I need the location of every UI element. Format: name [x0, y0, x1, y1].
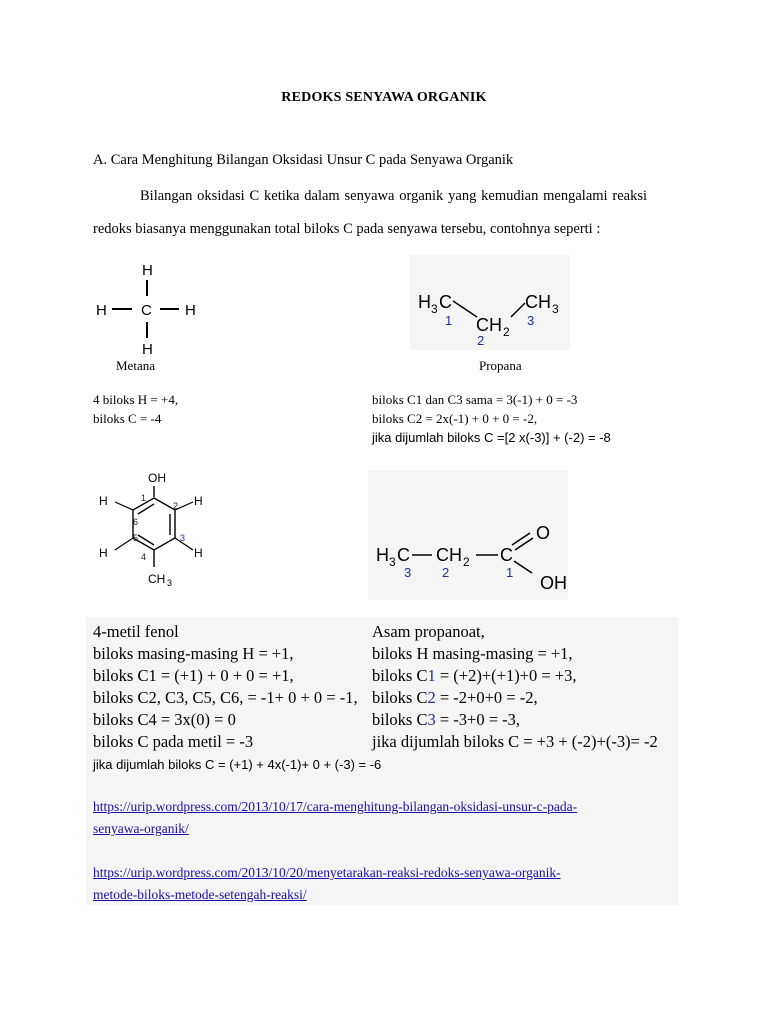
- asam-total: jika dijumlah biloks C = +3 + (-2)+(-3)= -2: [372, 732, 658, 751]
- svg-text:H: H: [194, 546, 203, 560]
- metana-h-bottom: H: [142, 341, 153, 358]
- asam-name: Asam propanoat,: [372, 622, 485, 641]
- asam-biloks-c2: biloks C2 = -2+0+0 = -2,: [372, 688, 538, 707]
- svg-text:5: 5: [133, 533, 139, 543]
- metana-h-top: H: [142, 262, 153, 279]
- svg-text:H: H: [418, 292, 431, 312]
- metana-caption: Metana: [116, 358, 155, 373]
- reference-link-2[interactable]: https://urip.wordpress.com/2013/10/20/menyetarakan-reaksi-redoks-senyawa-organik- metode-biloks-metode-setengah-reaksi/: [93, 865, 561, 902]
- svg-text:1: 1: [506, 565, 514, 580]
- svg-text:1: 1: [141, 493, 147, 503]
- fenol-name: 4-metil fenol: [93, 622, 179, 641]
- propana-caption: Propana: [479, 358, 522, 373]
- metana-structure: [90, 258, 210, 358]
- svg-text:H: H: [449, 545, 462, 565]
- svg-text:C: C: [397, 545, 410, 565]
- svg-text:3: 3: [404, 565, 412, 580]
- reference-link-1[interactable]: https://urip.wordpress.com/2013/10/17/cara-menghitung-bilangan-oksidasi-unsur-c-pada- senyawa-organik/: [93, 799, 578, 836]
- svg-text:C: C: [439, 292, 452, 312]
- propana-total: jika dijumlah biloks C =[2 x(-3)] + (-2) = -8: [372, 430, 611, 445]
- svg-text:2: 2: [463, 555, 470, 569]
- svg-text:CH: CH: [148, 572, 166, 586]
- svg-text:6: 6: [133, 517, 139, 527]
- svg-text:C: C: [500, 545, 513, 565]
- svg-text:H: H: [376, 545, 389, 565]
- metana-biloks-h: 4 biloks H = +4,: [93, 392, 179, 407]
- svg-text:3: 3: [167, 578, 173, 588]
- svg-text:4: 4: [141, 552, 147, 562]
- svg-text:3: 3: [431, 302, 438, 316]
- metana-c: C: [141, 302, 152, 319]
- metana-h-left: H: [96, 302, 107, 319]
- section-a-heading: A. Cara Menghitung Bilangan Oksidasi Unsur C pada Senyawa Organik: [93, 152, 514, 168]
- asam-biloks-c1: biloks C1 = (+2)+(+1)+0 = +3,: [372, 666, 577, 685]
- fenol-biloks-c2-c6: biloks C2, C3, C5, C6, = -1+ 0 + 0 = -1,: [93, 688, 358, 707]
- fenol-total: jika dijumlah biloks C = (+1) + 4x(-1)+ 0 + (-3) = -6: [93, 757, 382, 772]
- intro-line-2: redoks biasanya menggunakan total biloks C pada senyawa tersebu, contohnya seperti :: [93, 221, 601, 237]
- propana-biloks-c2: biloks C2 = 2x(-1) + 0 + 0 = -2,: [372, 411, 538, 426]
- svg-text:H: H: [538, 292, 551, 312]
- svg-text:OH: OH: [540, 573, 567, 593]
- svg-text:2: 2: [477, 333, 485, 348]
- asam-structure: [372, 515, 572, 595]
- svg-text:H: H: [194, 494, 203, 508]
- svg-text:3: 3: [180, 533, 186, 543]
- svg-text:2: 2: [173, 501, 179, 511]
- svg-text:H: H: [99, 494, 108, 508]
- svg-text:O: O: [536, 523, 551, 543]
- fenol-biloks-metil: biloks C pada metil = -3: [93, 732, 254, 751]
- metana-h-right: H: [185, 302, 196, 319]
- svg-text:3: 3: [552, 302, 559, 316]
- svg-text:2: 2: [503, 325, 510, 339]
- page-title: REDOKS SENYAWA ORGANIK: [281, 90, 487, 105]
- svg-text:2: 2: [442, 565, 450, 580]
- svg-text:C: C: [436, 545, 449, 565]
- asam-biloks-c3: biloks C3 = -3+0 = -3,: [372, 710, 521, 729]
- svg-text:1: 1: [445, 313, 453, 328]
- fenol-biloks-h: biloks masing-masing H = +1,: [93, 644, 294, 663]
- fenol-biloks-c1: biloks C1 = (+1) + 0 + 0 = +1,: [93, 666, 294, 685]
- fenol-biloks-c4: biloks C4 = 3x(0) = 0: [93, 710, 236, 729]
- intro-line-1: Bilangan oksidasi C ketika dalam senyawa organik yang kemudian mengalami reaksi: [140, 188, 648, 204]
- propana-biloks-c1-c3: biloks C1 dan C3 sama = 3(-1) + 0 = -3: [372, 392, 578, 407]
- propana-structure: [415, 285, 575, 350]
- svg-text:3: 3: [389, 555, 396, 569]
- svg-text:C: C: [525, 292, 538, 312]
- asam-biloks-h: biloks H masing-masing = +1,: [372, 644, 573, 663]
- svg-text:C: C: [476, 315, 489, 335]
- svg-text:OH: OH: [148, 471, 166, 485]
- svg-text:H: H: [99, 546, 108, 560]
- svg-text:H: H: [489, 315, 502, 335]
- metana-biloks-c: biloks C = -4: [93, 411, 162, 426]
- svg-text:3: 3: [527, 313, 535, 328]
- fenol-structure: [93, 465, 223, 595]
